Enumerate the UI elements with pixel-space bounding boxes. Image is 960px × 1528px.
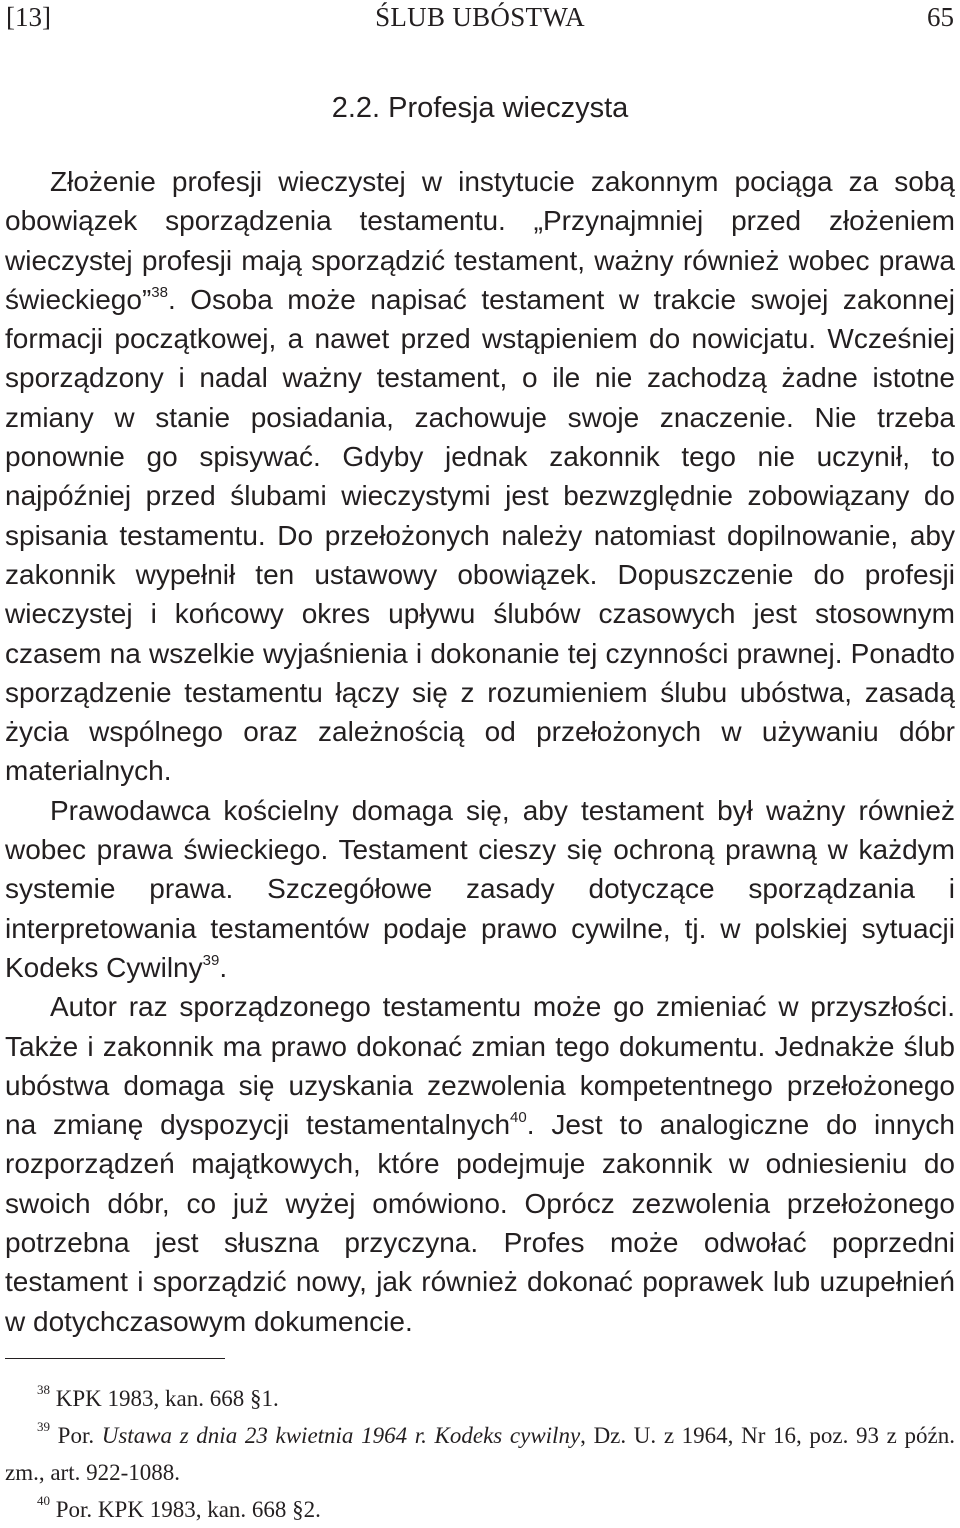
footnote-text: KPK 1983, kan. 668 §1. (50, 1386, 279, 1411)
footnote-text-pre: Por. (50, 1423, 102, 1448)
footnote-ref-39[interactable]: 39 (202, 951, 220, 969)
paragraph-2-text-a: Prawodawca kościelny domaga się, aby testament był ważny również wobec prawa świeckiego. Testament cieszy się ochroną prawną w każdym systemie prawa. Szczegółowe zasady dotyczące sporządzania i interpretowania testamentów podaje prawo cywilne, tj. w polskiej sytuacji Kodeks Cywilny (5, 794, 955, 983)
header-title: ŚLUB UBÓSTWA (375, 2, 585, 32)
footnote-39 (5, 1417, 955, 1491)
paragraph-1-text-a: Złożenie profesji wieczystej w instytucie zakonnym pociąga za sobą obowiązek sporządzenia testamentu. „Przynajmniej przed złożeniem wieczystej profesji mają sporządzić testament, ważny również wobec prawa świeckiego” (5, 166, 955, 315)
footnote-separator (5, 1358, 225, 1359)
running-header (6, 2, 954, 42)
paragraph-1-text-b: . Osoba może napisać testament w trakcie swojej zakonnej formacji początkowej, a nawet przed wstąpieniem do nowicjatu. Wcześniej sporządzony i nadal ważny testament, o ile nie zachodzą żadne istotne zmiany w stanie posiadania, zachowuje swoje znaczenie. Nie trzeba ponownie go spisywać. Gdyby jednak zakonnik tego nie uczynił, to najpóźniej przed ślubami wieczystymi jest bezwzględnie zobowiązany do spisania testamentu. Do przełożonych należy natomiast dopilnowanie, aby zakonnik wypełnił ten ustawowy obowiązek. Dopuszczenie do profesji wieczystej i końcowy okres upływu ślubów czasowych jest stosownym czasem na wszelkie wyjaśnienia i dokonanie tej czynności prawnej. Ponadto sporządzenie testamentu łączy się z rozumieniem ślubu ubóstwa, zasadą życia wspólnego oraz zależnością od przełożonych w używaniu dóbr materialnych. (5, 283, 955, 787)
footnote-ref-40[interactable]: 40 (510, 1108, 527, 1126)
footnote-title-italic: Ustawa z dnia 23 kwietnia 1964 r. Kodeks cywilny (101, 1423, 581, 1448)
footnote-38 (5, 1380, 955, 1417)
footnote-40 (5, 1491, 955, 1528)
footnote-text: Por. KPK 1983, kan. 668 §2. (50, 1497, 321, 1522)
paragraph-3-text-a: Autor raz sporządzonego testamentu może go zmieniać w przyszłości. Także i zakonnik ma prawo dokonać zmian tego dokumentu. Jednakże ślub ubóstwa domaga się uzyskania zezwolenia kompetentnego przełożonego na zmianę dyspozycji testamentalnych (5, 991, 955, 1141)
paragraph-2-text-b: . (219, 951, 228, 983)
paragraph-3 (5, 987, 955, 1341)
header-chapter-number: [13] (6, 2, 51, 32)
footnote-number: 39 (37, 1419, 50, 1435)
footnote-text-post: , Dz. U. z 1964, Nr 16, poz. 93 z późn. zm., art. 922-1088. (5, 1423, 956, 1485)
footnote-number: 40 (37, 1493, 50, 1509)
footnote-ref-38[interactable]: 38 (151, 283, 168, 301)
footnotes (5, 1380, 955, 1528)
paragraph-3-text-b: . Jest to analogiczne do innych rozporządzeń majątkowych, które podejmuje zakonnik w odniesieniu do swoich dóbr, co już wyżej omówiono. Oprócz zezwolenia przełożonego potrzebna jest słuszna przyczyna. Profes może odwołać poprzedni testament i sporządzić nowy, jak również dokonać poprawek lub uzupełnień w dotychczasowym dokumencie. (5, 1109, 955, 1337)
paragraph-1 (5, 162, 955, 791)
paragraph-2 (5, 791, 955, 987)
footnote-number: 38 (37, 1382, 50, 1398)
page-number: 65 (927, 2, 954, 32)
section-title: 2.2. Profesja wieczysta (331, 92, 629, 124)
body-text (5, 162, 955, 1341)
